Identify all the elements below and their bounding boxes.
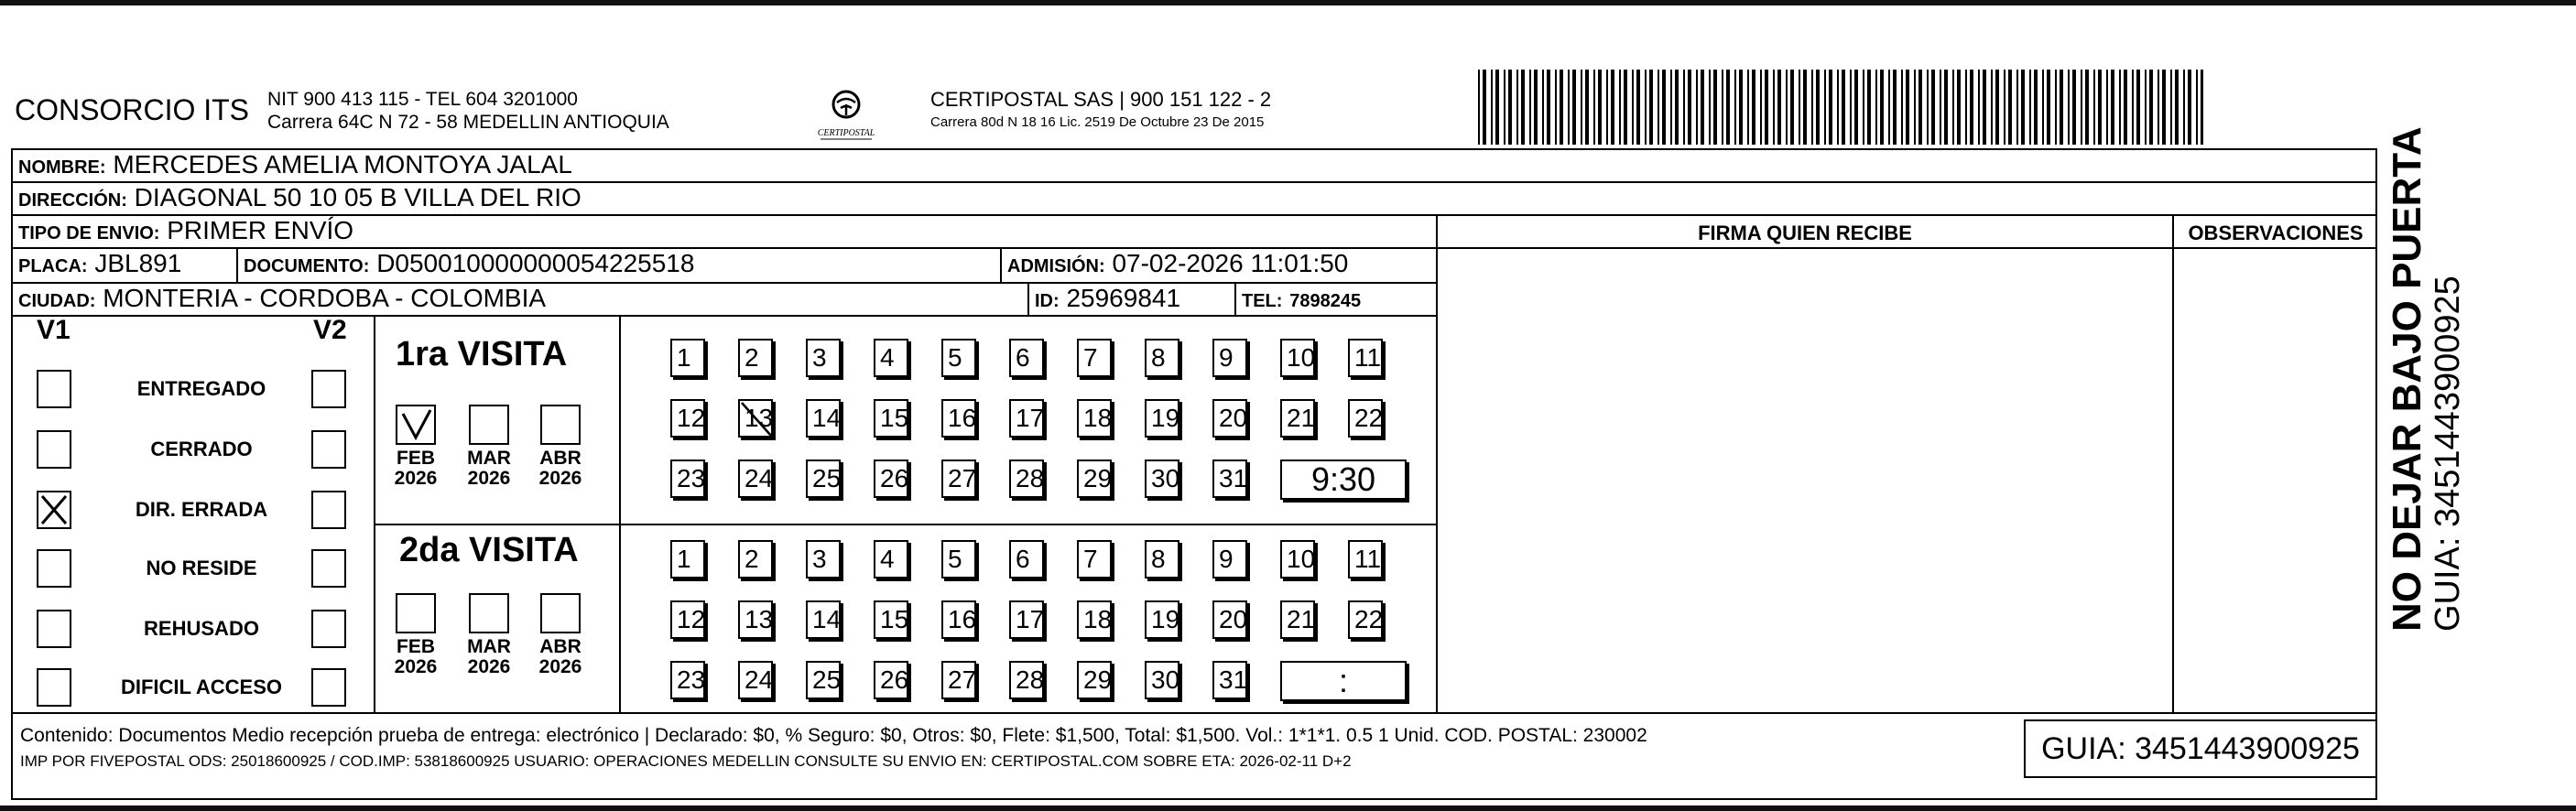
second-day-box[interactable]: 7 <box>1077 540 1112 579</box>
tipo-envio-row <box>11 214 1438 249</box>
status-label-0: ENTREGADO <box>136 377 266 400</box>
observaciones-area[interactable] <box>2174 249 2377 712</box>
certipostal-nit: CERTIPOSTAL SAS | 900 151 122 - 2 <box>930 88 1272 111</box>
second-day-box[interactable]: 15 <box>874 600 908 639</box>
side-guia: GUIA: 3451443900925 <box>2429 276 2467 632</box>
tipo-value: PRIMER ENVÍO <box>167 216 354 244</box>
first-visit-title: 1ra VISITA <box>396 335 568 373</box>
v2-checkbox[interactable] <box>311 370 346 408</box>
first-day-box[interactable]: 23 <box>670 460 705 498</box>
second-day-box[interactable]: 6 <box>1009 540 1044 579</box>
guia-number-box: GUIA: 3451443900925 <box>2024 719 2377 778</box>
v1-checkbox[interactable] <box>37 370 71 408</box>
v2-checkbox[interactable] <box>311 549 346 588</box>
first-day-box[interactable]: 20 <box>1212 399 1247 438</box>
first-day-box[interactable]: 10 <box>1280 339 1315 377</box>
second-day-box[interactable]: 11 <box>1348 540 1383 579</box>
observaciones-header: OBSERVACIONES <box>2188 222 2364 244</box>
placa-cell <box>11 247 238 284</box>
first-day-box[interactable]: 27 <box>941 460 976 498</box>
tel-label: TEL: <box>1242 291 1283 311</box>
first-day-box[interactable]: 9 <box>1212 339 1247 377</box>
visit-divider <box>374 524 1438 525</box>
first-month-label: ABR 2026 <box>538 448 582 489</box>
second-day-box[interactable]: 22 <box>1348 600 1383 639</box>
second-day-box[interactable]: 29 <box>1077 661 1112 699</box>
v2-checkbox[interactable] <box>311 610 346 648</box>
address-line: Carrera 64C N 72 - 58 MEDELLIN ANTIOQUIA <box>267 112 669 133</box>
first-day-box[interactable]: 14 <box>806 399 841 438</box>
firma-area[interactable] <box>1438 249 2172 712</box>
second-month-label: FEB 2026 <box>394 636 438 677</box>
admision-label: ADMISIÓN: <box>1007 256 1105 276</box>
first-day-box[interactable]: 7 <box>1077 339 1112 377</box>
check-mark-icon <box>397 406 434 443</box>
second-month-checkbox[interactable] <box>469 593 509 633</box>
first-day-box[interactable]: 5 <box>941 339 976 377</box>
admision-value: 07-02-2026 11:01:50 <box>1112 249 1349 277</box>
nombre-label: NOMBRE: <box>18 157 106 178</box>
ciudad-value: MONTERIA - CORDOBA - COLOMBIA <box>103 284 547 312</box>
nit-line: NIT 900 413 115 - TEL 604 3201000 <box>267 89 578 110</box>
v1-checkbox[interactable] <box>37 491 71 529</box>
second-day-box[interactable]: 5 <box>941 540 976 579</box>
first-day-box[interactable]: 4 <box>874 339 908 377</box>
second-time-box[interactable]: : <box>1280 661 1407 701</box>
v1-checkbox[interactable] <box>37 668 71 707</box>
barcode <box>1478 70 2203 145</box>
second-day-box[interactable]: 28 <box>1009 661 1044 699</box>
second-day-box[interactable]: 23 <box>670 661 705 699</box>
second-day-box[interactable]: 16 <box>941 600 976 639</box>
status-label-1: CERRADO <box>150 438 253 460</box>
second-day-box[interactable]: 17 <box>1009 600 1044 639</box>
second-day-box[interactable]: 3 <box>806 540 841 579</box>
nombre-value: MERCEDES AMELIA MONTOYA JALAL <box>113 150 572 178</box>
first-day-box[interactable]: 6 <box>1009 339 1044 377</box>
first-day-box[interactable]: 28 <box>1009 460 1044 498</box>
second-day-box[interactable]: 9 <box>1212 540 1247 579</box>
v1-checkbox[interactable] <box>37 430 71 469</box>
certipostal-info <box>930 88 1271 134</box>
first-month-label: MAR 2026 <box>467 448 511 489</box>
first-day-box[interactable]: 30 <box>1145 460 1179 498</box>
second-day-box[interactable]: 30 <box>1145 661 1179 699</box>
first-day-box[interactable]: 15 <box>874 399 908 438</box>
v1-checkbox[interactable] <box>37 610 71 648</box>
second-day-box[interactable]: 21 <box>1280 600 1315 639</box>
logo-wordmark: CERTIPOSTAL <box>817 128 875 138</box>
status-label-5: DIFICIL ACCESO <box>120 676 282 698</box>
first-day-box[interactable]: 1 <box>670 339 705 377</box>
first-time-box[interactable]: 9:30 <box>1280 460 1407 500</box>
first-day-box[interactable]: 8 <box>1145 339 1179 377</box>
second-day-box[interactable]: 13 <box>738 600 773 639</box>
second-day-box[interactable]: 14 <box>806 600 841 639</box>
second-day-box[interactable]: 27 <box>941 661 976 699</box>
top-border <box>0 0 2576 5</box>
first-month-checkbox[interactable] <box>469 405 509 445</box>
second-day-box[interactable]: 1 <box>670 540 705 579</box>
first-month-checkbox[interactable] <box>396 405 436 445</box>
placa-label: PLACA: <box>18 256 88 276</box>
second-day-box[interactable]: 24 <box>738 661 773 699</box>
tipo-label: TIPO DE ENVIO: <box>18 223 160 243</box>
first-day-box[interactable]: 19 <box>1145 399 1179 438</box>
first-day-box[interactable]: 11 <box>1348 339 1383 377</box>
v2-label: V2 <box>313 315 347 345</box>
documento-value: D050010000000054225518 <box>376 249 695 277</box>
first-day-box[interactable]: 18 <box>1077 399 1112 438</box>
footer-contents: Contenido: Documentos Medio recepción prueba de entrega: electrónico | Declarado: $0, % Seguro: $0, Otros: $0, Flete: $1,500, Total: $1,500. Vol.: 1*1*1. 0.5 1 Unid. COD. POSTAL: 230002 <box>20 725 1647 746</box>
second-day-box[interactable]: 25 <box>806 661 841 699</box>
v1-checkbox[interactable] <box>37 549 71 588</box>
first-day-box[interactable]: 31 <box>1212 460 1247 498</box>
status-visit-divider <box>374 317 375 714</box>
second-day-box[interactable]: 19 <box>1145 600 1179 639</box>
first-day-box[interactable]: 26 <box>874 460 908 498</box>
second-day-box[interactable]: 18 <box>1077 600 1112 639</box>
direccion-row <box>11 181 2377 216</box>
first-day-box[interactable]: 21 <box>1280 399 1315 438</box>
second-day-box[interactable]: 4 <box>874 540 908 579</box>
second-day-box[interactable]: 12 <box>670 600 705 639</box>
v2-checkbox[interactable] <box>311 668 346 707</box>
months-days-divider <box>619 317 621 714</box>
v1-label: V1 <box>37 315 71 345</box>
first-day-box[interactable]: 13 <box>738 399 773 438</box>
ciudad-cell <box>11 282 1029 317</box>
id-value: 25969841 <box>1066 284 1181 312</box>
documento-label: DOCUMENTO: <box>244 256 370 276</box>
footer-print-info: IMP POR FIVEPOSTAL ODS: 25018600925 / COD.IMP: 53818600925 USUARIO: OPERACIONES MEDELLIN CONSULTE SU ENVIO EN: CERTIPOSTAL.COM SOBRE ETA: 2026-02-11 D+2 <box>20 752 1352 770</box>
first-month-label: FEB 2026 <box>394 448 438 489</box>
id-label: ID: <box>1035 291 1060 311</box>
admision-cell <box>1000 247 1438 284</box>
tel-value: 7898245 <box>1289 291 1362 311</box>
tel-cell <box>1234 282 1438 317</box>
second-month-checkbox[interactable] <box>540 593 581 633</box>
first-day-box[interactable]: 29 <box>1077 460 1112 498</box>
placa-value: JBL891 <box>94 249 182 277</box>
side-text <box>2386 126 2466 632</box>
certipostal-license: Carrera 80d N 18 16 Lic. 2519 De Octubre 23 De 2015 <box>930 114 1265 130</box>
nombre-row <box>11 148 2377 183</box>
v2-checkbox[interactable] <box>311 491 346 529</box>
second-visit-title: 2da VISITA <box>399 531 579 569</box>
first-day-box[interactable]: 24 <box>738 460 773 498</box>
second-month-checkbox[interactable] <box>396 593 436 633</box>
second-day-box[interactable]: 20 <box>1212 600 1247 639</box>
footer-top-line <box>11 712 2377 714</box>
no-dejar-warning: NO DEJAR BAJO PUERTA <box>2385 126 2429 632</box>
ciudad-label: CIUDAD: <box>18 291 96 311</box>
strike-mark-icon <box>740 401 773 447</box>
first-day-box[interactable]: 2 <box>738 339 773 377</box>
firma-header: FIRMA QUIEN RECIBE <box>1698 222 1912 244</box>
first-day-box[interactable]: 3 <box>806 339 841 377</box>
direccion-label: DIRECCIÓN: <box>18 190 127 211</box>
direccion-value: DIAGONAL 50 10 05 B VILLA DEL RIO <box>134 183 582 211</box>
second-day-box[interactable]: 8 <box>1145 540 1179 579</box>
bottom-border <box>0 806 2576 811</box>
first-day-box[interactable]: 17 <box>1009 399 1044 438</box>
status-label-4: REHUSADO <box>144 617 259 640</box>
second-day-box[interactable]: 2 <box>738 540 773 579</box>
second-day-box[interactable]: 31 <box>1212 661 1247 699</box>
certipostal-logo <box>810 84 883 148</box>
first-day-box[interactable]: 22 <box>1348 399 1383 438</box>
first-month-checkbox[interactable] <box>540 405 581 445</box>
second-month-label: MAR 2026 <box>467 636 511 677</box>
v2-checkbox[interactable] <box>311 430 346 469</box>
company-info <box>267 88 669 134</box>
status-label-2: DIR. ERRADA <box>135 498 268 521</box>
second-day-box[interactable]: 10 <box>1280 540 1315 579</box>
second-day-box[interactable]: 26 <box>874 661 908 699</box>
id-cell <box>1027 282 1236 317</box>
x-mark-icon <box>38 492 70 527</box>
first-day-box[interactable]: 12 <box>670 399 705 438</box>
documento-cell <box>236 247 1002 284</box>
first-day-box[interactable]: 16 <box>941 399 976 438</box>
first-day-box[interactable]: 25 <box>806 460 841 498</box>
status-label-3: NO RESIDE <box>146 557 257 579</box>
second-month-label: ABR 2026 <box>538 636 582 677</box>
company-name: CONSORCIO ITS <box>15 93 250 126</box>
